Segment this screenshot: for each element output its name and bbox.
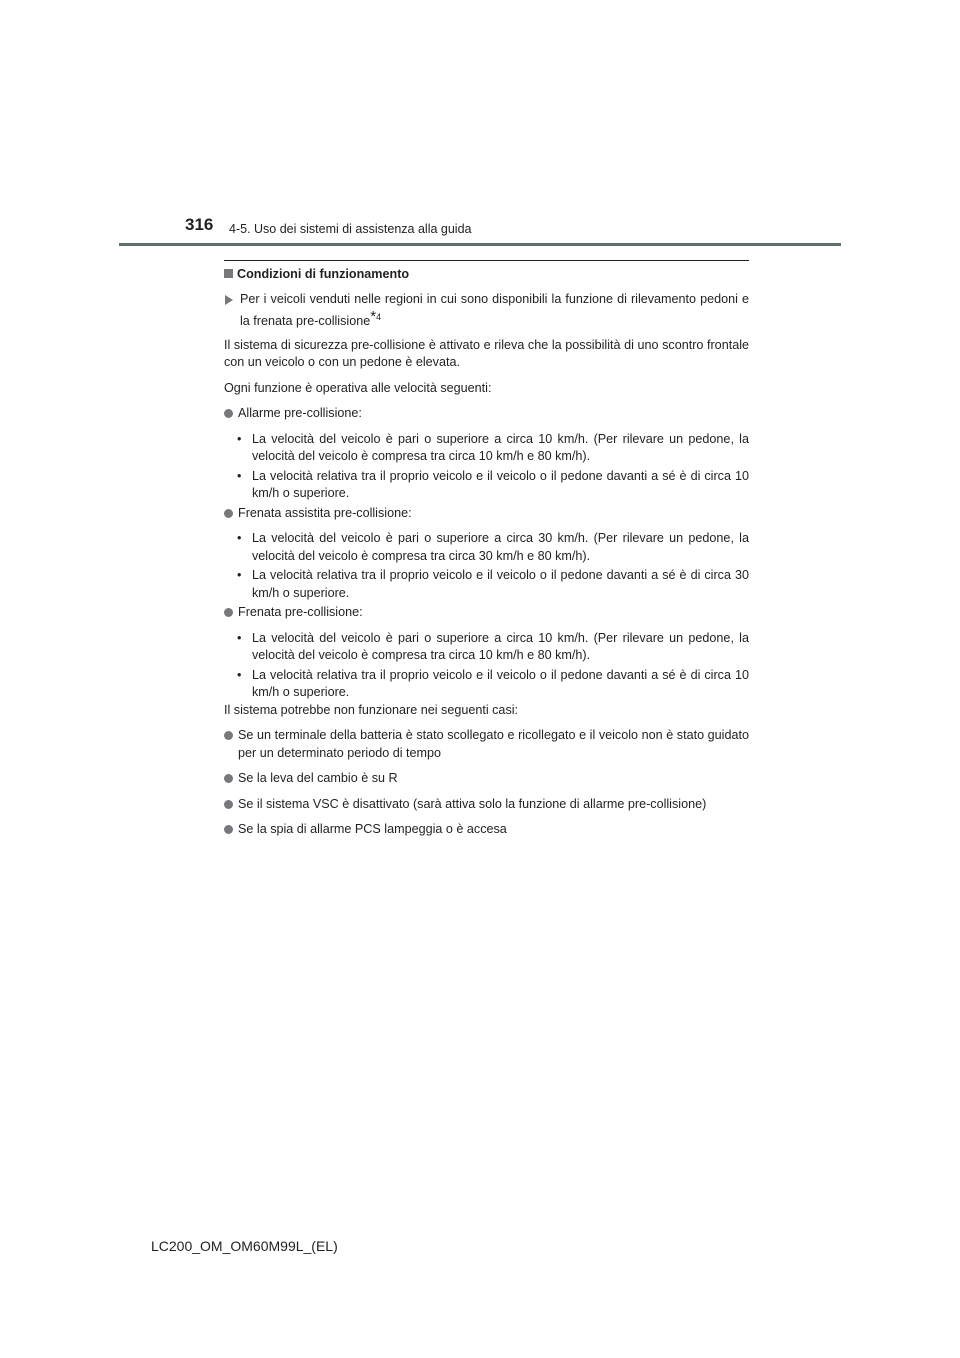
- circle-bullet-icon: [224, 509, 233, 518]
- section-heading-text: Condizioni di funzionamento: [237, 267, 410, 281]
- case-text: Se la leva del cambio è su R: [238, 771, 398, 785]
- condition-bullet: [224, 630, 749, 665]
- function-conditions: [224, 431, 749, 503]
- function-title: Frenata assistita pre-collisione:: [238, 505, 412, 520]
- function-title: Allarme pre-collisione:: [238, 406, 362, 420]
- condition-item-text: Per i veicoli venduti nelle regioni in cui sono disponibili la funzione di rilevamento pedoni e la frenata pre-collisione: [240, 291, 749, 328]
- bullet-dot-icon: •: [237, 667, 242, 682]
- condition-bullet: [224, 567, 749, 602]
- condition-text: La velocità relativa tra il proprio veicolo e il veicolo o il pedone davanti a sé è di circa 30 km/h o superiore.: [252, 568, 749, 600]
- circle-bullet-icon: [224, 608, 233, 617]
- function-item: [224, 505, 749, 523]
- not-working-case: [224, 796, 749, 814]
- not-working-case: [224, 821, 749, 839]
- page-content: [224, 266, 749, 847]
- header-rule: [119, 243, 841, 246]
- case-text: Se la spia di allarme PCS lampeggia o è accesa: [238, 822, 507, 836]
- intro-paragraph-2: Ogni funzione è operativa alle velocità seguenti:: [224, 380, 492, 395]
- condition-bullet: [224, 667, 749, 702]
- circle-bullet-icon: [224, 774, 233, 783]
- function-item: [224, 405, 749, 423]
- condition-text: La velocità del veicolo è pari o superiore a circa 10 km/h. (Per rilevare un pedone, la velocità del veicolo è compresa tra circa 10 km/h e 80 km/h).: [252, 431, 749, 463]
- function-title: Frenata pre-collisione:: [238, 605, 363, 619]
- case-text: Se un terminale della batteria è stato scollegato e ricollegato e il veicolo non è stato guidato per un determinato periodo di tempo: [238, 728, 749, 760]
- not-working-intro: Il sistema potrebbe non funzionare nei seguenti casi:: [224, 702, 519, 717]
- bullet-dot-icon: •: [237, 568, 242, 582]
- not-working-case: [224, 727, 749, 762]
- function-conditions: [224, 530, 749, 602]
- asterisk-mark: *: [370, 308, 377, 325]
- section-heading: [224, 266, 749, 284]
- circle-bullet-icon: [224, 409, 233, 418]
- condition-bullet: [224, 530, 749, 565]
- section-title: 4-5. Uso dei sistemi di assistenza alla guida: [229, 222, 472, 236]
- bullet-dot-icon: •: [237, 468, 242, 483]
- content-rule: [224, 260, 749, 261]
- bullet-dot-icon: •: [237, 431, 242, 446]
- condition-bullet: [224, 468, 749, 503]
- condition-text: La velocità relativa tra il proprio veicolo e il veicolo o il pedone davanti a sé è di circa 10 km/h o superiore.: [252, 667, 749, 699]
- not-working-case: [224, 770, 749, 788]
- condition-text: La velocità relativa tra il proprio veicolo e il veicolo o il pedone davanti a sé è di circa 10 km/h o superiore.: [252, 468, 749, 500]
- function-conditions: [224, 630, 749, 702]
- page-number: 316: [185, 215, 214, 234]
- triangle-bullet-icon: [225, 295, 233, 305]
- bullet-dot-icon: •: [237, 630, 242, 645]
- function-item: [224, 604, 749, 622]
- footnote-ref: 4: [376, 311, 382, 322]
- circle-bullet-icon: [224, 825, 233, 834]
- condition-text: La velocità del veicolo è pari o superiore a circa 30 km/h. (Per rilevare un pedone, la velocità del veicolo è compresa tra circa 30 km/h e 80 km/h).: [252, 531, 749, 563]
- case-text: Se il sistema VSC è disattivato (sarà attiva solo la funzione di allarme pre-collisione): [238, 796, 707, 811]
- circle-bullet-icon: [224, 731, 233, 740]
- intro-paragraph-1: Il sistema di sicurezza pre-collisione è attivato e rileva che la possibilità di uno scontro frontale con un veicolo o con un pedone è elevata.: [224, 337, 749, 369]
- bullet-dot-icon: •: [237, 531, 242, 545]
- condition-text: La velocità del veicolo è pari o superiore a circa 10 km/h. (Per rilevare un pedone, la velocità del veicolo è compresa tra circa 10 km/h e 80 km/h).: [252, 630, 749, 662]
- condition-bullet: [224, 431, 749, 466]
- condition-item: [224, 291, 749, 331]
- footer-code: LC200_OM_OM60M99L_(EL): [151, 1238, 338, 1254]
- square-bullet-icon: [224, 269, 233, 278]
- circle-bullet-icon: [224, 800, 233, 809]
